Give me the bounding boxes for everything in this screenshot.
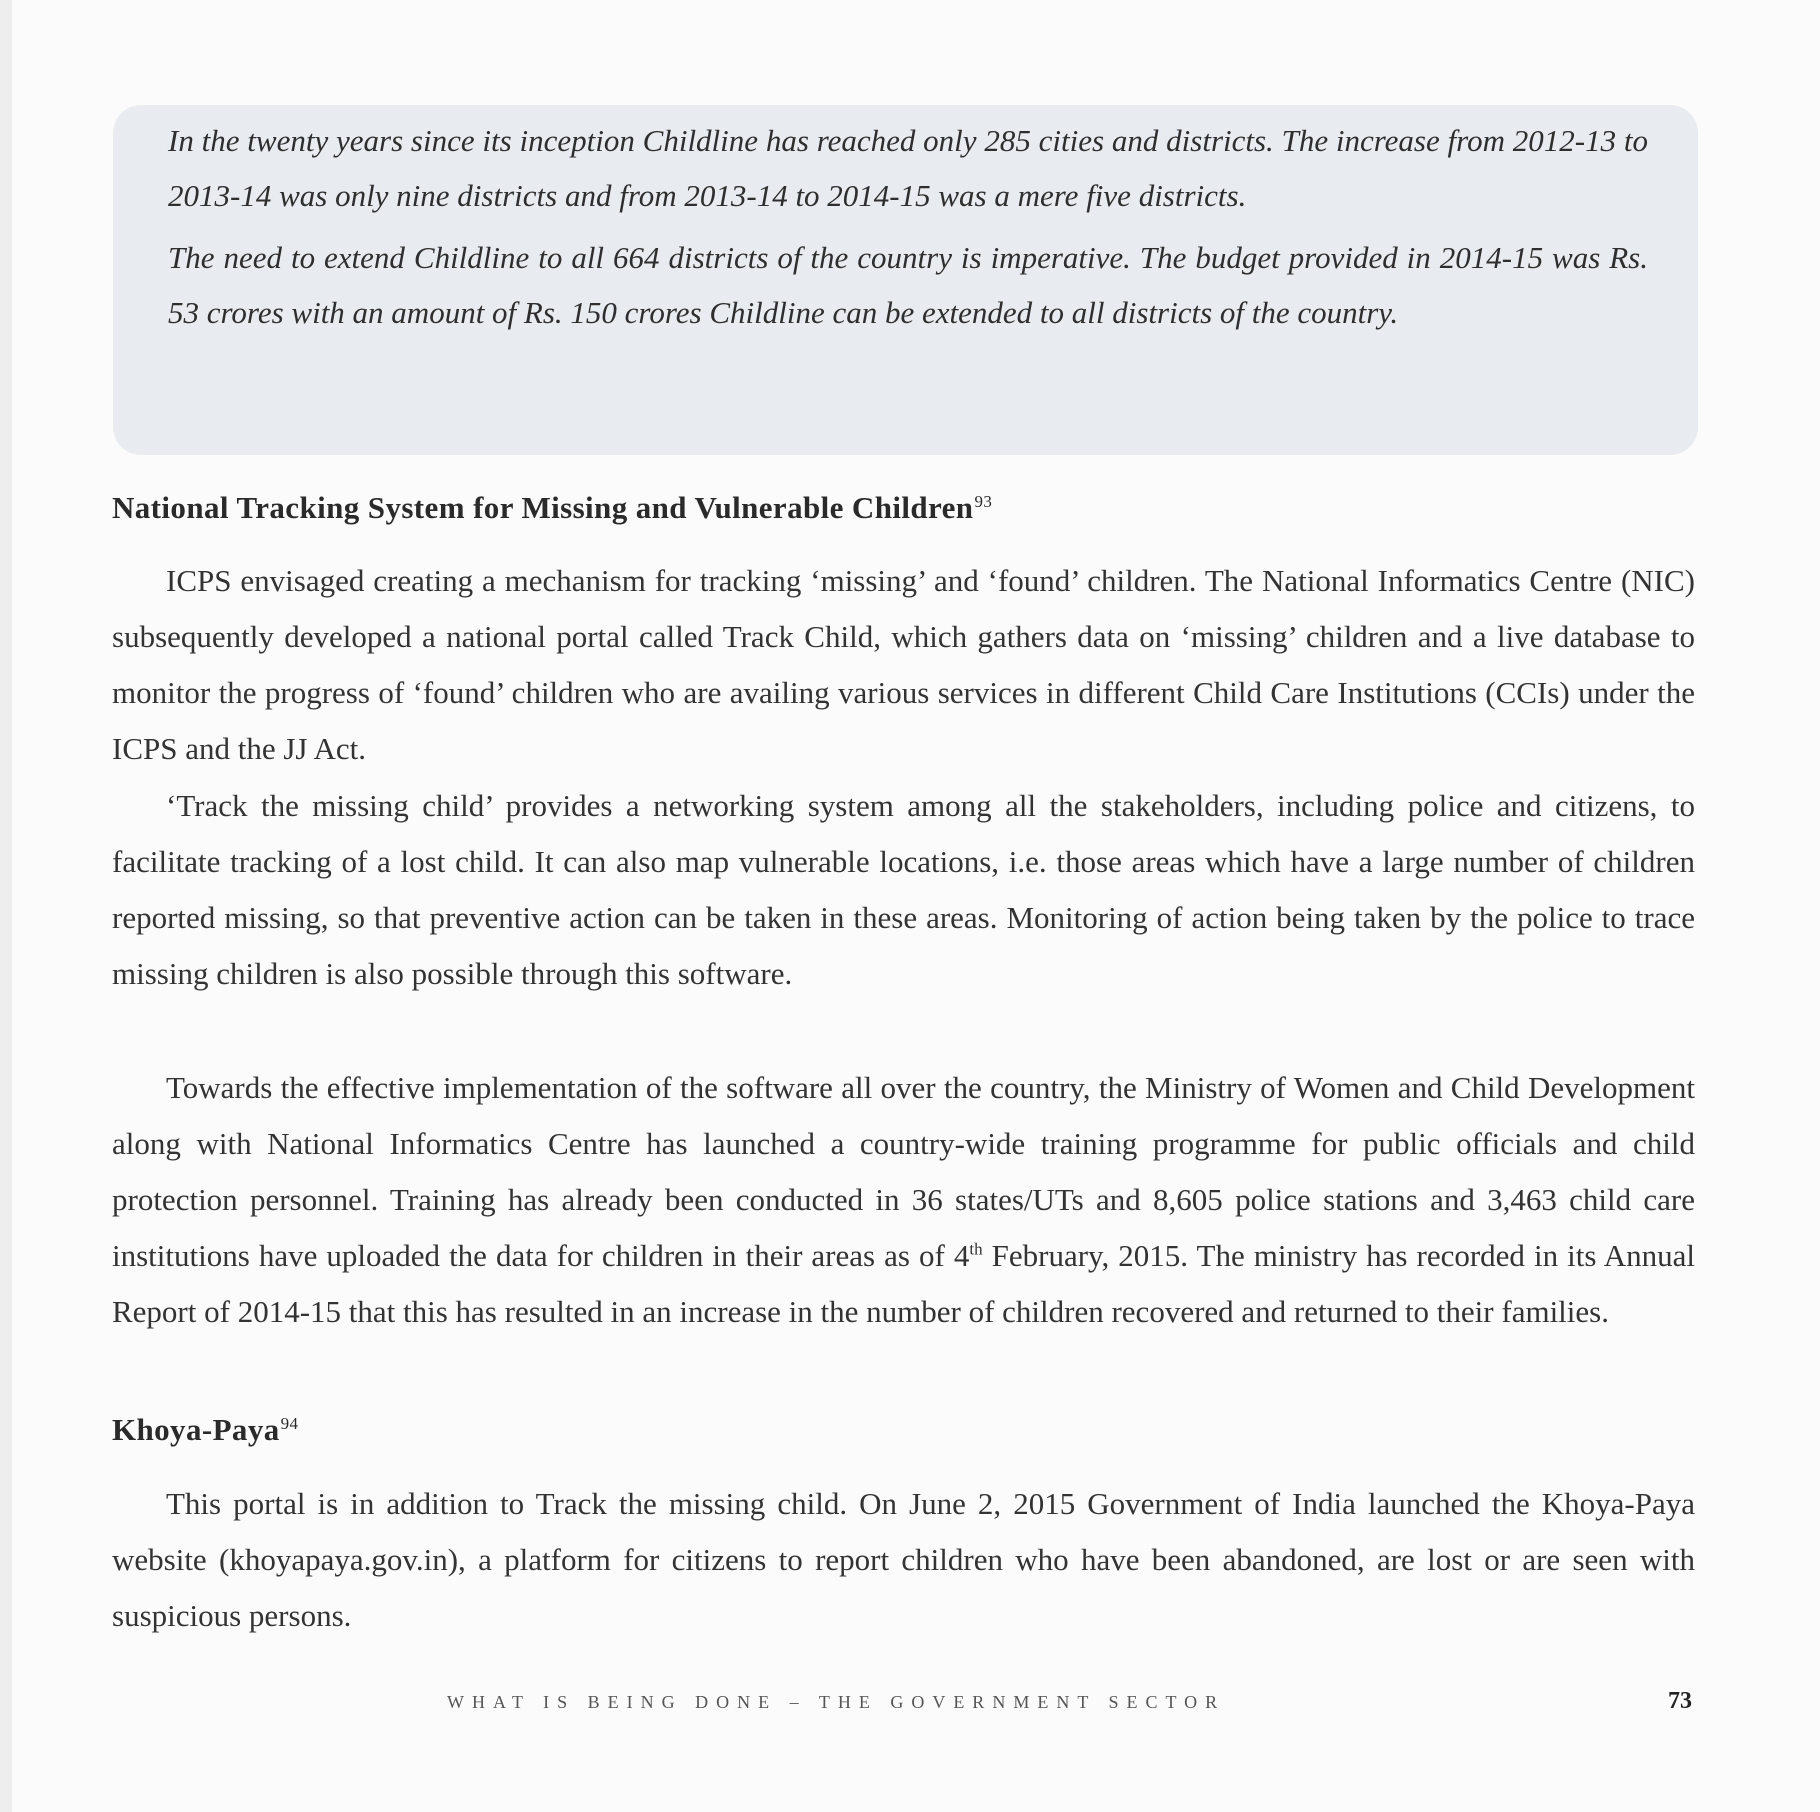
- heading-text: Khoya-Paya: [112, 1412, 280, 1447]
- callout-paragraph: The need to extend Childline to all 664 districts of the country is imperative. The budget provided in 2014-15 was Rs. 53 crores with an amount of Rs. 150 crores Childline can be extended to all districts of the country.: [168, 240, 1648, 330]
- body-paragraph: [112, 1060, 1695, 1340]
- body-paragraph: ‘Track the missing child’ provides a networking system among all the stakeholders, including police and citizens, to facilitate tracking of a lost child. It can also map vulnerable locations, i.e. those areas which have a large number of children reported missing, so that preventive action can be taken in these areas. Monitoring of action being taken by the police to trace missing children is also possible through this software.: [112, 788, 1695, 991]
- body-paragraph: This portal is in addition to Track the missing child. On June 2, 2015 Government of India launched the Khoya-Paya website (khoyapaya.gov.in), a platform for citizens to report children who have been abandoned, are lost or are seen with suspicious persons.: [112, 1486, 1695, 1633]
- running-footer: WHAT IS BEING DONE – THE GOVERNMENT SECTOR: [447, 1692, 1226, 1712]
- section-heading: [112, 1412, 298, 1448]
- section-heading: [112, 490, 992, 526]
- callout-box: [113, 105, 1698, 455]
- heading-text: National Tracking System for Missing and Vulnerable Children: [112, 490, 974, 525]
- footnote-reference: 93: [974, 491, 993, 511]
- paragraph-text: February, 2015. The ministry has recorded in its Annual Report of 2014-15 that this has resulted in an increase in the number of children recovered and returned to their families.: [112, 1238, 1695, 1329]
- body-paragraph: ICPS envisaged creating a mechanism for tracking ‘missing’ and ‘found’ children. The National Informatics Centre (NIC) subsequently developed a national portal called Track Child, which gathers data on ‘missing’ children and a live database to monitor the progress of ‘found’ children who are availing various services in different Child Care Institutions (CCIs) under the ICPS and the JJ Act.: [112, 563, 1695, 766]
- callout-paragraph: In the twenty years since its inception Childline has reached only 285 cities and districts. The increase from 2012-13 to 2013-14 was only nine districts and from 2013-14 to 2014-15 was a mere five districts.: [168, 123, 1648, 213]
- footnote-reference: 94: [280, 1413, 299, 1433]
- page-number: 73: [1668, 1688, 1692, 1714]
- paragraph-text: Towards the effective implementation of the software all over the country, the Ministry of Women and Child Development along with National Informatics Centre has launched a country-wide training programme for public officials and child protection personnel. Training has already been conducted in 36 states/UTs and 8,605 police stations and 3,463 child care institutions have uploaded the data for children in their areas as of 4: [112, 1070, 1695, 1273]
- page-edge: [0, 0, 12, 1812]
- ordinal-suffix: th: [969, 1239, 983, 1259]
